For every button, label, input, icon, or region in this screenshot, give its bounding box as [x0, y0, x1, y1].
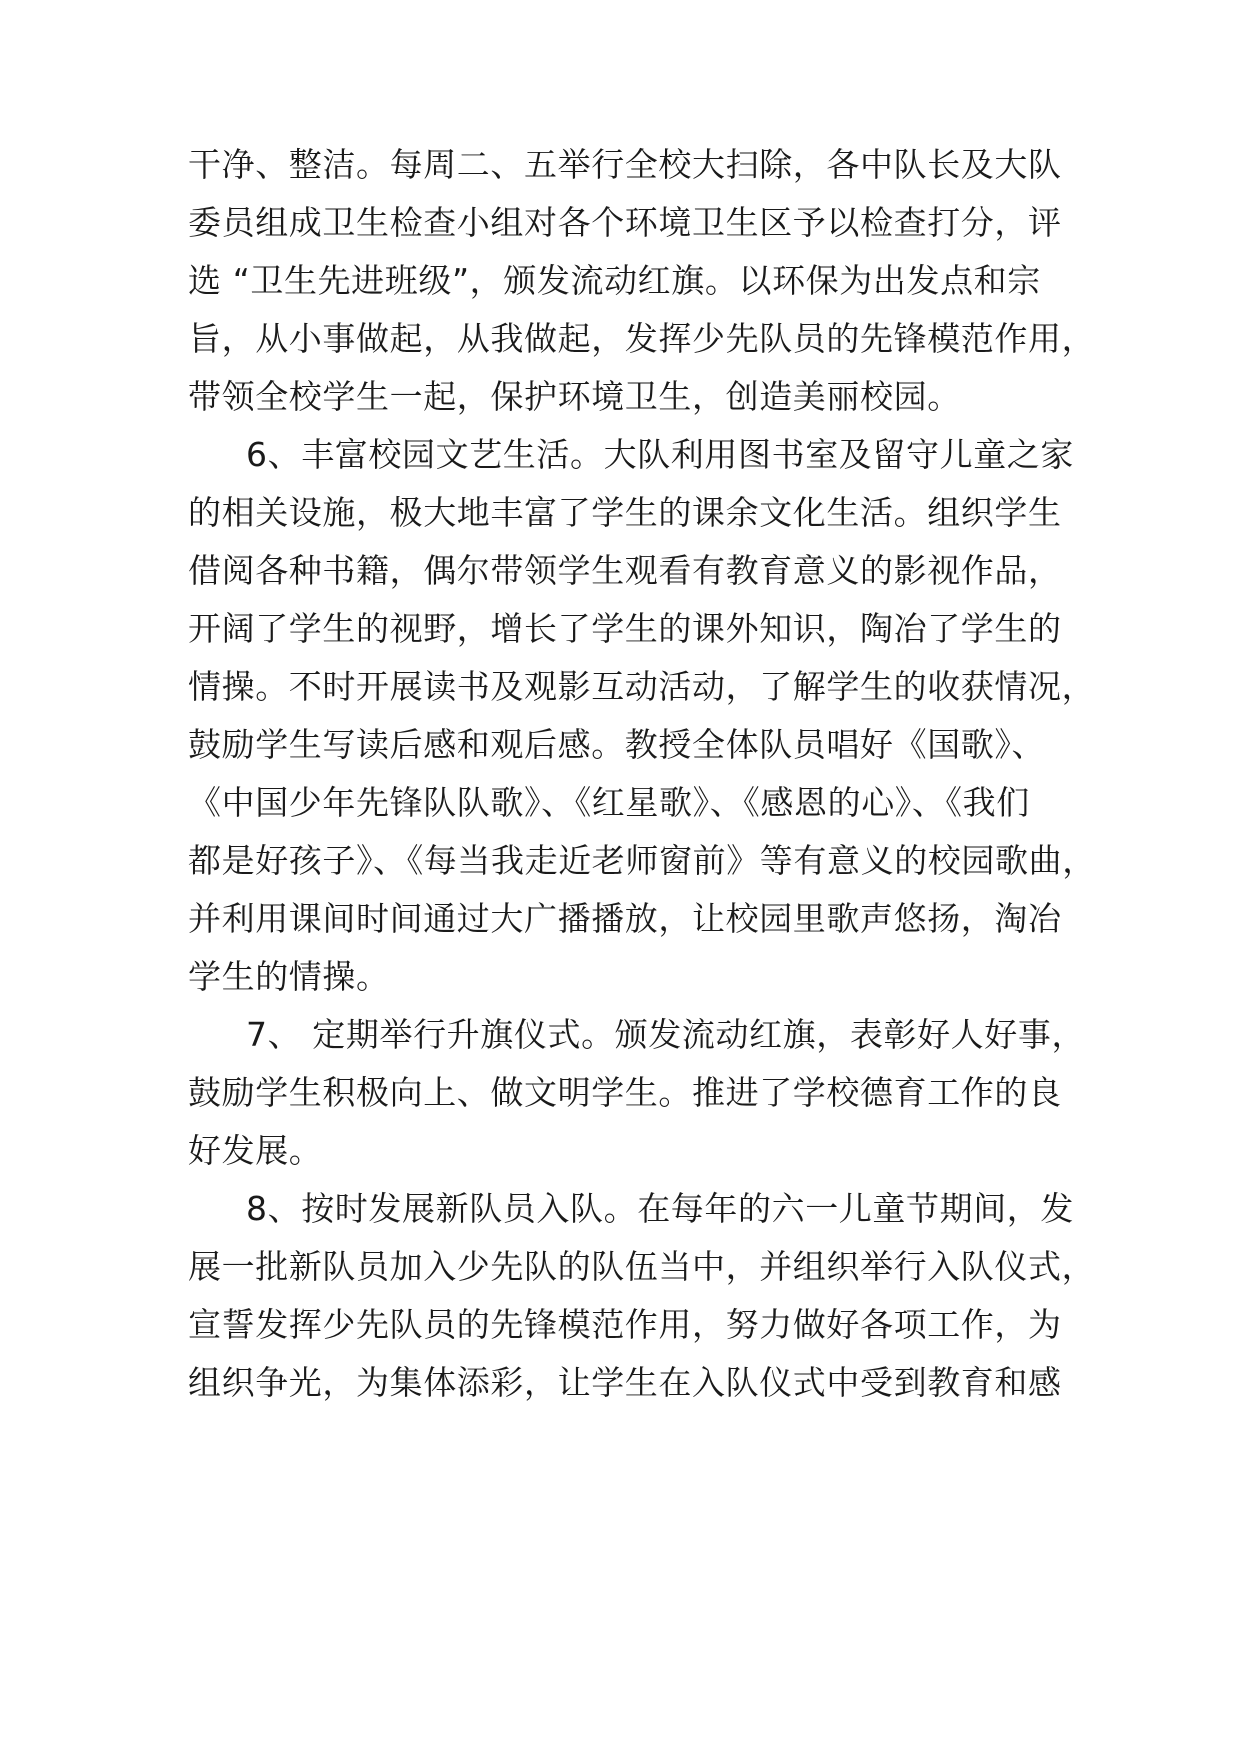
text-line: 组织争光，为集体添彩，让学生在入队仪式中受到教育和感 [188, 1363, 1062, 1402]
text-line: 《中国少年先锋队队歌》、《红星歌》、《感恩的心》、《我们 [188, 783, 1030, 822]
text-line: 展一批新队员加入少先队的队伍当中，并组织举行入队仪式， [188, 1247, 1096, 1286]
text-line: 宣誓发挥少先队员的先锋模范作用，努力做好各项工作，为 [188, 1305, 1062, 1344]
text-line: 委员组成卫生检查小组对各个环境卫生区予以检查打分，评 [188, 203, 1062, 242]
text-line: 选 “卫生先进班级”，颁发流动红旗。以环保为出发点和宗 [188, 261, 1041, 300]
text-line: 学生的情操。 [188, 957, 390, 996]
text-line: 带领全校学生一起，保护环境卫生，创造美丽校园。 [188, 377, 961, 416]
text-line: 并利用课间时间通过大广播播放，让校园里歌声悠扬，淘冶 [188, 899, 1062, 938]
text-line: 干净、整洁。每周二、五举行全校大扫除，各中队长及大队 [188, 145, 1062, 184]
text-line: 都是好孩子》、《每当我走近老师窗前》等有意义的校园歌曲， [188, 841, 1096, 880]
paragraph-6-first-line: 6、丰富校园文艺生活。大队利用图书室及留守儿童之家 [246, 435, 1074, 474]
paragraph-7-first-line: 7、 定期举行升旗仪式。颁发流动红旗，表彰好人好事， [246, 1015, 1086, 1054]
text-line: 的相关设施，极大地丰富了学生的课余文化生活。组织学生 [188, 493, 1062, 532]
text-line: 鼓励学生积极向上、做文明学生。推进了学校德育工作的良 [188, 1073, 1062, 1112]
paragraph-8-first-line: 8、按时发展新队员入队。在每年的六一儿童节期间，发 [246, 1189, 1074, 1228]
text-line: 好发展。 [188, 1131, 323, 1170]
text-line: 借阅各种书籍，偶尔带领学生观看有教育意义的影视作品， [188, 551, 1062, 590]
text-line: 鼓励学生写读后感和观后感。教授全体队员唱好《国歌》、 [188, 725, 1046, 764]
text-line: 开阔了学生的视野，增长了学生的课外知识，陶冶了学生的 [188, 609, 1062, 648]
text-line: 情操。不时开展读书及观影互动活动，了解学生的收获情况， [188, 667, 1096, 706]
text-line: 旨，从小事做起，从我做起，发挥少先队员的先锋模范作用， [188, 319, 1096, 358]
